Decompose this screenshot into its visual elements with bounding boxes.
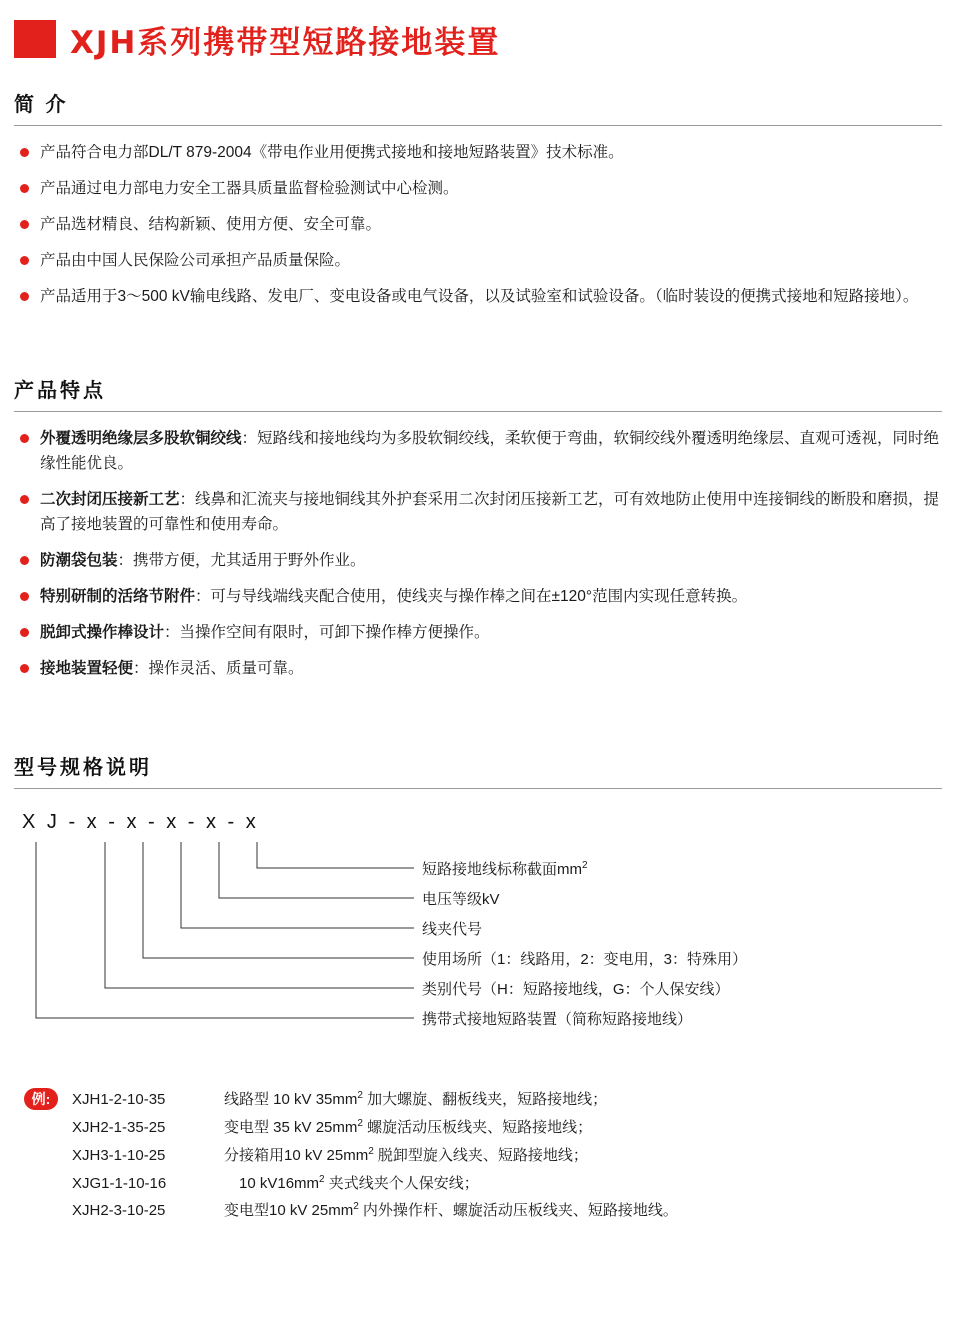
section-model-rule	[14, 788, 942, 789]
list-item	[14, 487, 942, 537]
examples-block	[14, 1086, 942, 1225]
example-desc-pre: 变电型 35 kV 25mm	[224, 1119, 358, 1137]
list-item: 产品适用于3～500 kV输电线路、发电厂、变电设备或电气设备，以及试验室和试验设备。（临时装设的便携式接地和短路接地）。	[14, 284, 942, 309]
example-desc-post: 内外操作杆、螺旋活动压板线夹、短路接地线。	[358, 1202, 678, 1220]
features-list	[14, 426, 942, 682]
section-intro-header	[14, 88, 942, 126]
example-model: XJG1-1-10-16	[72, 1174, 167, 1192]
feature-label: 外覆透明绝缘层多股软铜绞线	[40, 429, 242, 447]
example-desc-sup: 2	[357, 1090, 363, 1102]
model-label-2: 线夹代号	[422, 921, 483, 939]
example-row	[72, 1086, 942, 1114]
feature-text: ：线鼻和汇流夹与接地铜线其外护套采用二次封闭压接新工艺，可有效地防止使用中连接铜线的断股和磨损，提高了接地装置的可靠性和使用寿命。	[40, 490, 940, 533]
list-item: 产品由中国人民保险公司承担产品质量保险。	[14, 248, 942, 273]
example-desc-post: 加大螺旋、翻板线夹，短路接地线；	[362, 1091, 608, 1109]
feature-text: ：可与导线端线夹配合使用，使线夹与操作棒之间在±120°范围内实现任意转换。	[195, 588, 748, 606]
section-features-title: 产品特点	[14, 379, 106, 402]
section-features-header	[14, 374, 942, 412]
example-badge: 例:	[24, 1088, 58, 1110]
example-desc-pre: 10 kV16mm	[224, 1174, 320, 1192]
example-model: XJH2-3-10-25	[72, 1202, 166, 1220]
feature-text: ：短路线和接地线均为多股软铜绞线，柔软便于弯曲，软铜绞线外覆透明绝缘层、直观可透视，同时绝缘性能优良。	[40, 429, 940, 472]
model-label-5: 携带式接地短路装置（简称短路接地线）	[422, 1011, 693, 1029]
example-desc-post: 夹式线夹个人保安线；	[324, 1174, 479, 1192]
example-row	[72, 1114, 942, 1142]
example-desc-sup: 2	[353, 1201, 359, 1213]
model-label-0: 短路接地线标称截面$mm^2$	[422, 860, 588, 879]
list-item	[14, 426, 942, 476]
section-features-rule	[14, 411, 942, 412]
intro-list	[14, 140, 942, 310]
example-desc-pre: 分接箱用10 kV 25mm	[224, 1146, 369, 1164]
example-row	[72, 1170, 942, 1198]
feature-label: 接地装置轻便	[40, 660, 134, 678]
section-intro-title: 简 介	[14, 94, 69, 116]
example-desc-pre: 线路型 10 kV 35mm	[224, 1091, 358, 1109]
list-item: 产品通过电力部电力安全工器具质量监督检验测试中心检测。	[14, 176, 942, 201]
feature-label: 特别研制的活络节附件	[40, 588, 196, 606]
feature-text: ：携带方便，尤其适用于野外作业。	[117, 551, 366, 569]
example-desc-pre: 变电型10 kV 25mm	[224, 1202, 354, 1220]
list-item	[14, 584, 942, 609]
page-header	[14, 0, 942, 66]
section-intro-rule	[14, 125, 942, 126]
example-model: XJH1-2-10-35	[72, 1091, 166, 1109]
list-item	[14, 656, 942, 681]
feature-label: 脱卸式操作棒设计	[40, 624, 165, 642]
section-model-header	[14, 751, 942, 789]
model-label-1: 电压等级kV	[422, 891, 500, 909]
feature-text: ：操作灵活、质量可靠。	[133, 660, 304, 678]
example-desc-post: 螺旋活动压板线夹、短路接地线；	[362, 1119, 593, 1137]
feature-text: ：当操作空间有限时，可卸下操作棒方便操作。	[164, 624, 490, 642]
example-desc-post: 脱卸型旋入线夹、短路接地线；	[373, 1146, 588, 1164]
model-diagram	[14, 838, 942, 1076]
example-desc-sup: 2	[368, 1145, 374, 1157]
model-code-string: X J - x - x - x - x - x	[22, 811, 259, 834]
list-item	[14, 548, 942, 573]
list-item: 产品符合电力部DL/T 879-2004《带电作业用便携式接地和接地短路装置》技术标准。	[14, 140, 942, 165]
example-desc-sup: 2	[319, 1173, 325, 1185]
example-row	[72, 1142, 942, 1170]
list-item	[14, 620, 942, 645]
example-row	[72, 1197, 942, 1225]
page-title: XJH系列携带型短路接地装置	[70, 24, 501, 61]
header-accent-bar	[14, 20, 56, 58]
example-model: XJH3-1-10-25	[72, 1146, 166, 1164]
feature-label: 二次封闭压接新工艺	[40, 490, 180, 508]
list-item: 产品选材精良、结构新颖、使用方便、安全可靠。	[14, 212, 942, 237]
model-label-4: 类别代号（H：短路接地线，G：个人保安线）	[422, 981, 730, 999]
feature-label: 防潮袋包装	[40, 551, 118, 569]
section-model-title: 型号规格说明	[14, 757, 152, 780]
example-desc-sup: 2	[357, 1118, 363, 1130]
model-label-3: 使用场所（1：线路用，2：变电用，3：特殊用）	[422, 951, 748, 969]
example-model: XJH2-1-35-25	[72, 1119, 166, 1137]
